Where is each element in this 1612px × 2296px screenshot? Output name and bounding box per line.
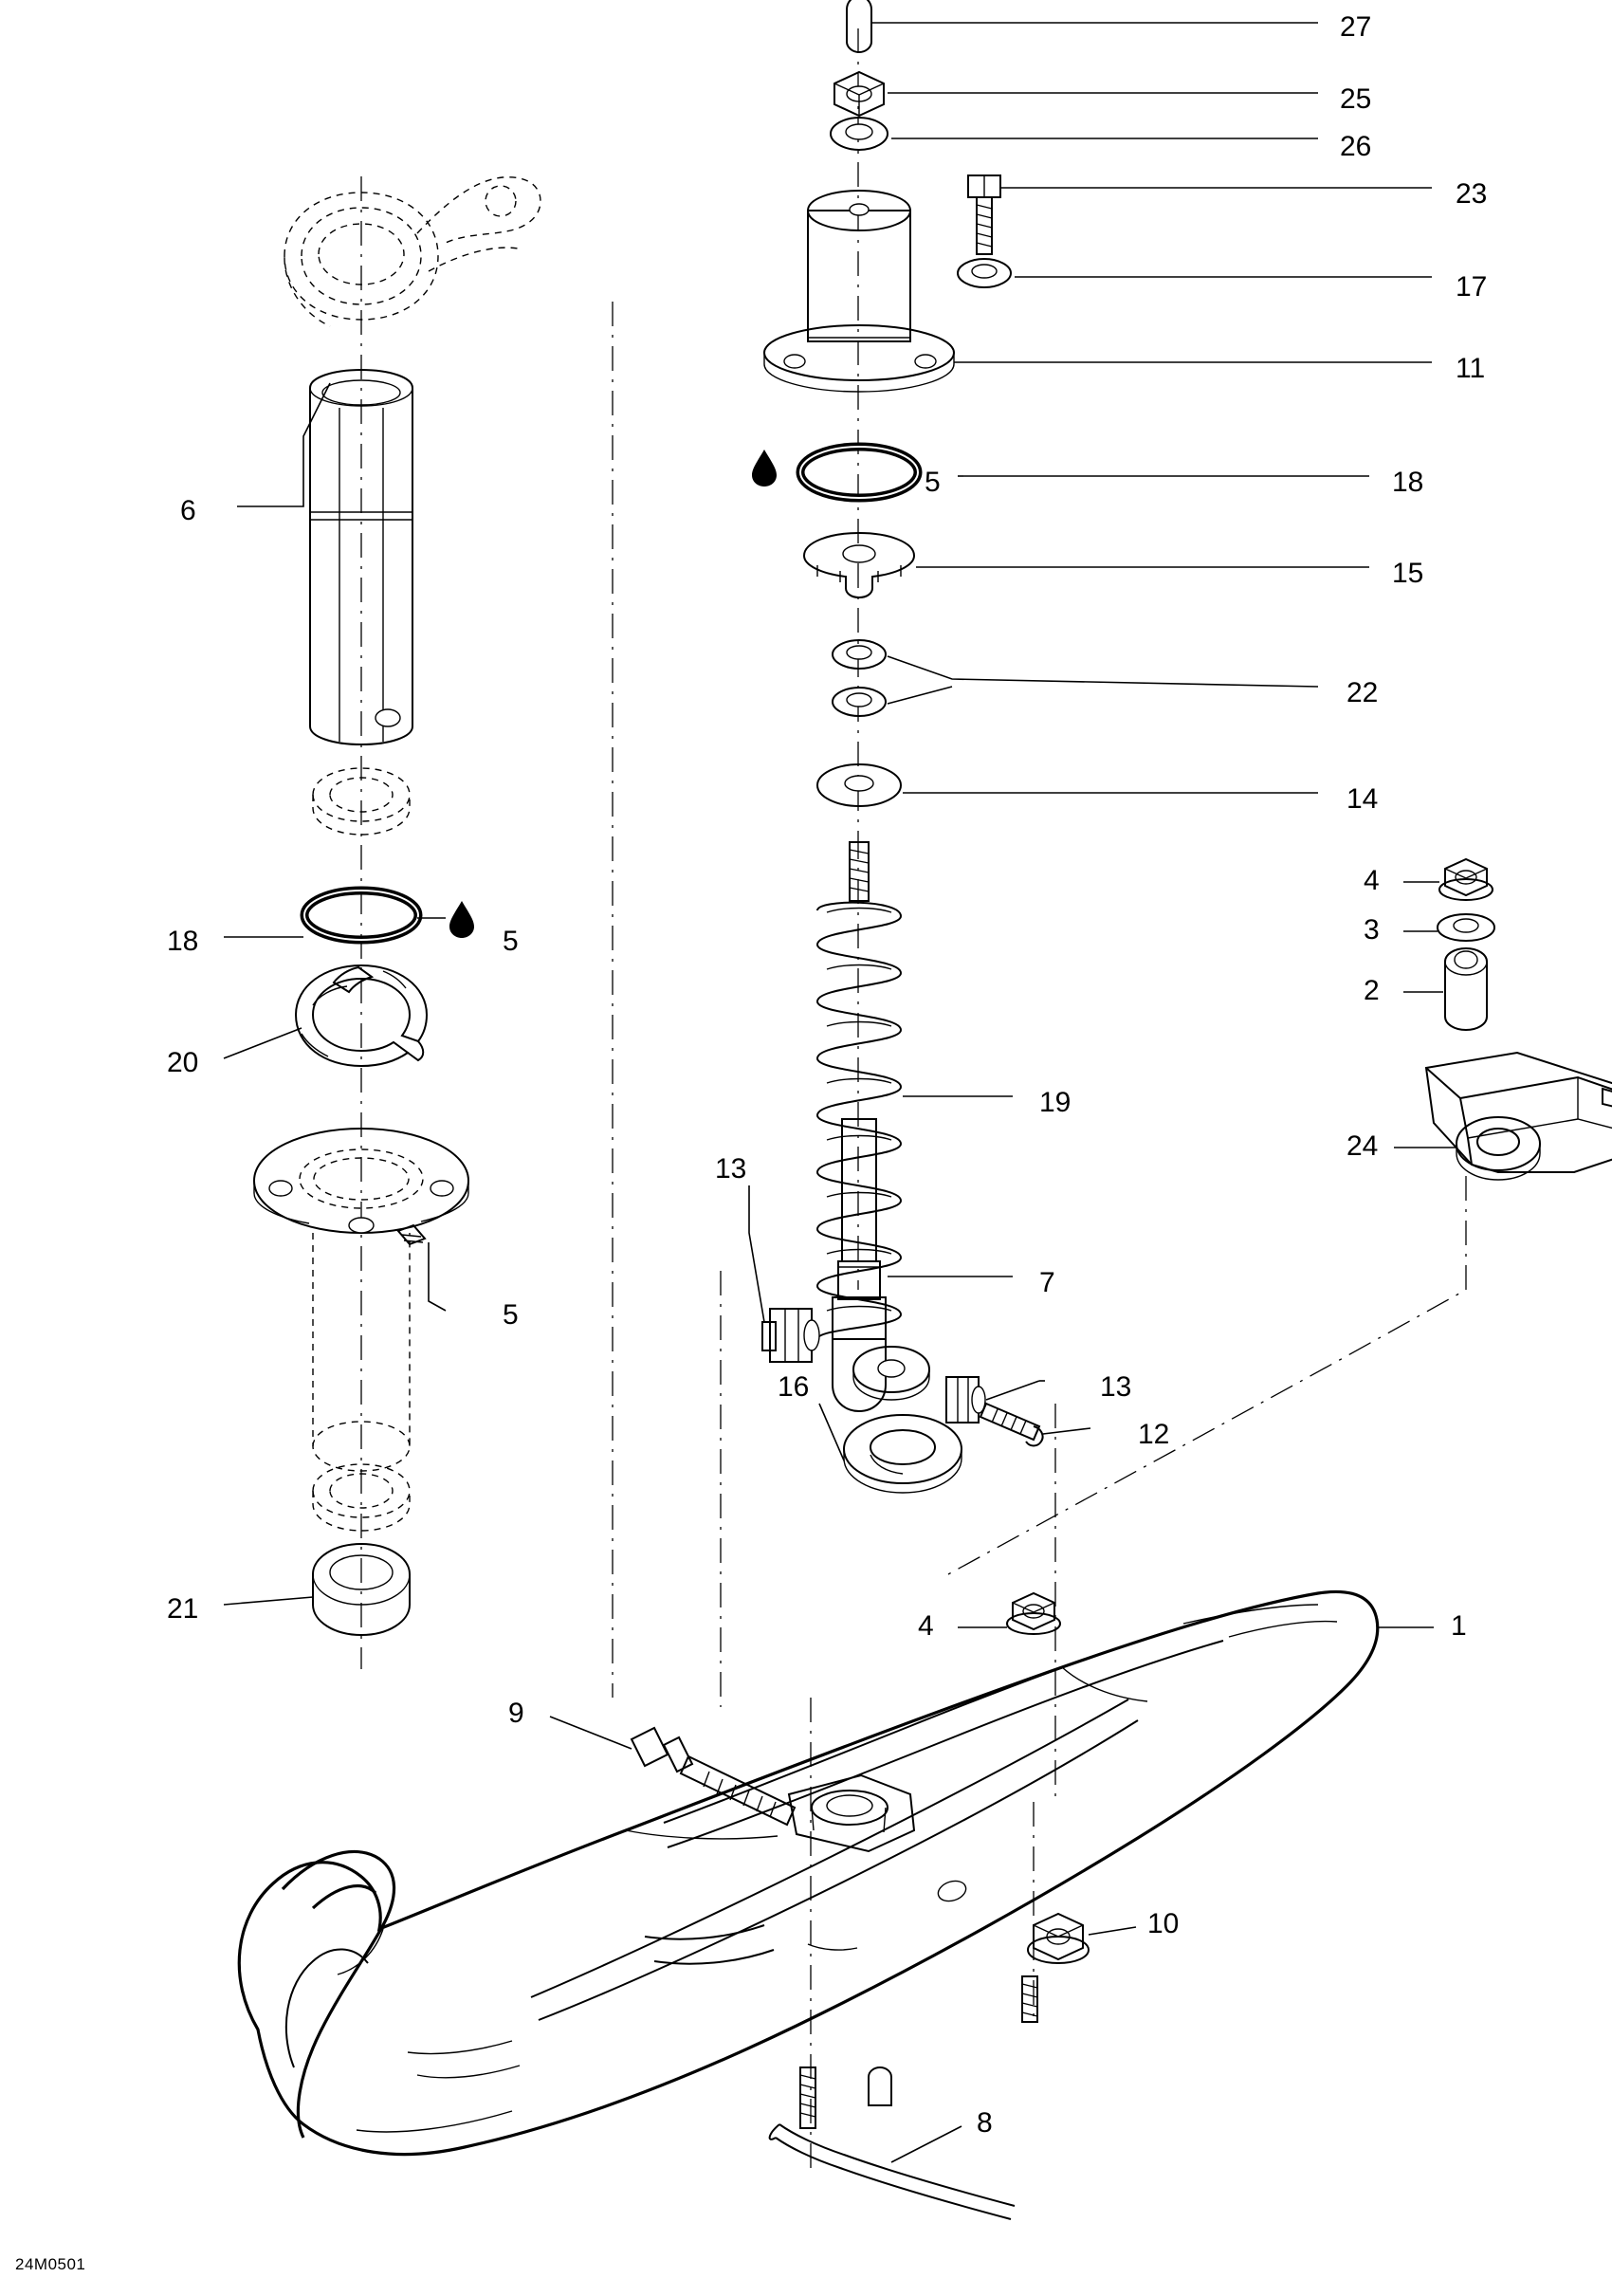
callout-20: 20 xyxy=(167,1047,199,1078)
washer-26 xyxy=(831,118,888,150)
callout-10: 10 xyxy=(1147,1908,1180,1939)
flat-washer-14 xyxy=(817,764,901,806)
callout-26: 26 xyxy=(1340,131,1372,162)
callout-6: 6 xyxy=(180,495,196,526)
callout-5-right: 5 xyxy=(503,926,519,957)
spring-seat-cup-15 xyxy=(804,533,914,597)
callout-9: 9 xyxy=(508,1698,524,1729)
callout-2: 2 xyxy=(1364,975,1380,1006)
grease-symbol-middle xyxy=(449,901,474,938)
callout-13-upper: 13 xyxy=(715,1153,747,1185)
callout-18-lower: 18 xyxy=(167,926,199,957)
leader-lines xyxy=(224,23,1456,2162)
callout-12: 12 xyxy=(1138,1419,1170,1450)
part-code-label: 24M0501 xyxy=(15,2255,86,2273)
callout-22: 22 xyxy=(1346,677,1379,708)
callout-16: 16 xyxy=(778,1371,810,1403)
lock-nut-10 xyxy=(1028,1914,1089,1963)
retaining-clip xyxy=(296,965,427,1066)
callout-3: 3 xyxy=(1364,914,1380,946)
shock-shaft xyxy=(850,842,869,901)
callout-4-lower: 4 xyxy=(918,1610,934,1642)
callout-24: 24 xyxy=(1346,1130,1379,1162)
callout-5-bottom: 5 xyxy=(503,1299,519,1331)
cap-plug-27 xyxy=(847,0,871,52)
callout-17: 17 xyxy=(1456,271,1488,303)
hex-nut-25 xyxy=(834,72,884,116)
callout-14: 14 xyxy=(1346,783,1379,815)
bushing-2 xyxy=(1445,948,1487,1030)
construction-axes xyxy=(361,28,1466,2172)
flange-nut-4-lower xyxy=(1007,1593,1060,1634)
callout-15: 15 xyxy=(1392,558,1424,589)
carbide-runner-8 xyxy=(770,2124,1015,2219)
callout-1: 1 xyxy=(1451,1610,1467,1642)
ski-1 xyxy=(239,1591,1378,2154)
callout-23: 23 xyxy=(1456,178,1488,210)
coil-spring-19 xyxy=(817,903,901,1339)
callout-27: 27 xyxy=(1340,11,1372,43)
upper-shock-mount-11 xyxy=(764,191,954,392)
lock-washer-17 xyxy=(958,259,1011,287)
screw-23 xyxy=(968,175,1000,254)
spacer-ring-16 xyxy=(844,1415,962,1493)
callout-8: 8 xyxy=(977,2107,993,2139)
bushing-13-lower xyxy=(946,1377,985,1423)
callout-4-upper: 4 xyxy=(1364,865,1380,896)
callout-18-upper: 18 xyxy=(1392,467,1424,498)
shock-lower-clevis xyxy=(833,1339,929,1411)
runner-studs xyxy=(800,1976,1037,2128)
flange-nut-4-upper xyxy=(1439,859,1493,900)
strut-upper-bracket xyxy=(284,177,540,326)
o-ring-upper xyxy=(800,447,918,498)
callout-11: 11 xyxy=(1456,353,1486,384)
callout-19: 19 xyxy=(1039,1087,1072,1118)
callout-7: 7 xyxy=(1039,1267,1055,1298)
callout-25: 25 xyxy=(1340,83,1372,115)
grease-symbol-center xyxy=(752,450,777,487)
callout-13-lower: 13 xyxy=(1100,1371,1132,1403)
callout-21: 21 xyxy=(167,1593,199,1625)
pivot-bolt-12 xyxy=(980,1404,1043,1446)
ski-leg-bracket-24 xyxy=(1426,1053,1612,1180)
washer-3 xyxy=(1438,914,1494,941)
washers-22 xyxy=(833,640,886,716)
bushing-13-upper xyxy=(762,1309,819,1362)
callout-5-left: 5 xyxy=(925,467,941,498)
